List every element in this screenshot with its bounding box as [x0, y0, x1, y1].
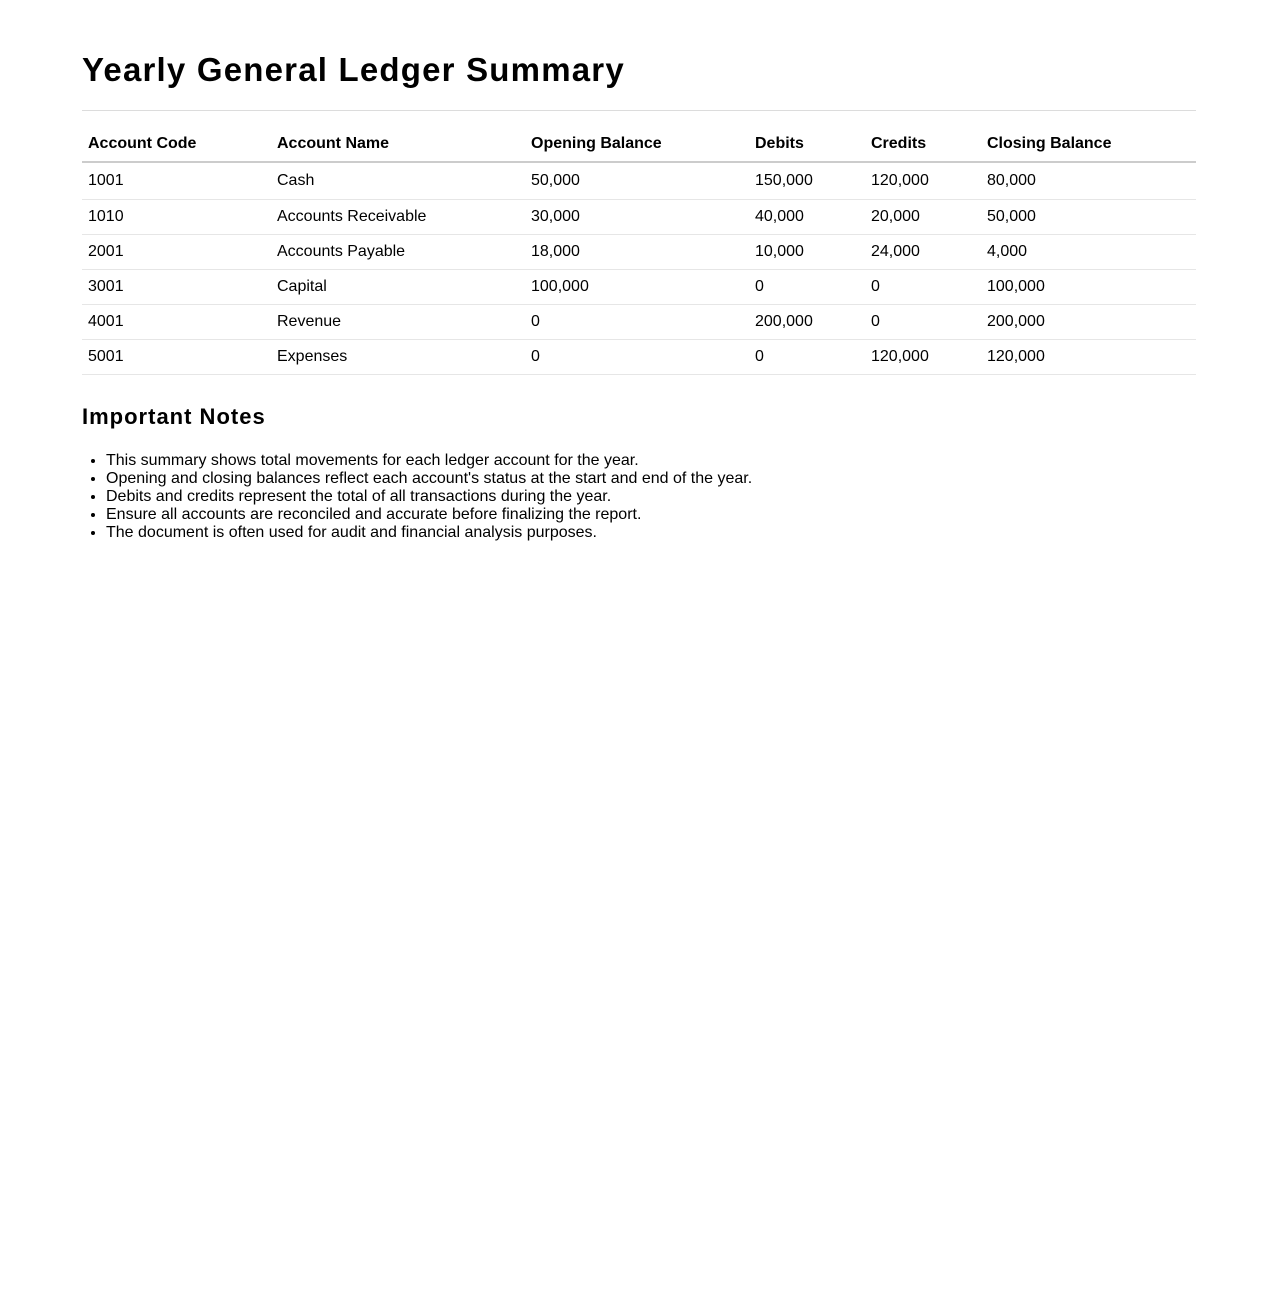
header-account-name: Account Name [271, 127, 525, 162]
cell-debits: 150,000 [749, 162, 865, 200]
title-divider [82, 110, 1196, 111]
table-row [82, 305, 1196, 340]
cell-debits: 0 [749, 270, 865, 305]
header-debits: Debits [749, 127, 865, 162]
cell-credits: 120,000 [865, 162, 981, 200]
cell-debits: 40,000 [749, 200, 865, 235]
page-title: Yearly General Ledger Summary [82, 51, 625, 88]
cell-opening-balance: 18,000 [525, 235, 749, 270]
document-page [0, 0, 1278, 542]
cell-closing-balance: 4,000 [981, 235, 1196, 270]
cell-credits: 0 [865, 270, 981, 305]
cell-closing-balance: 120,000 [981, 340, 1196, 375]
cell-debits: 10,000 [749, 235, 865, 270]
cell-opening-balance: 100,000 [525, 270, 749, 305]
note-item: • Opening and closing balances reflect each account's status at the start and end of the year. [106, 470, 1196, 488]
cell-account-name: Capital [271, 270, 525, 305]
note-item: • Debits and credits represent the total of all transactions during the year. [106, 488, 1196, 506]
notes-heading: Important Notes [82, 404, 266, 429]
cell-closing-balance: 80,000 [981, 162, 1196, 200]
table-row [82, 200, 1196, 235]
header-closing-balance: Closing Balance [981, 127, 1196, 162]
cell-account-code: 5001 [82, 340, 271, 375]
cell-opening-balance: 30,000 [525, 200, 749, 235]
cell-account-code: 3001 [82, 270, 271, 305]
cell-credits: 0 [865, 305, 981, 340]
cell-closing-balance: 200,000 [981, 305, 1196, 340]
cell-account-code: 1010 [82, 200, 271, 235]
cell-debits: 200,000 [749, 305, 865, 340]
header-account-code: Account Code [82, 127, 271, 162]
note-item: • Ensure all accounts are reconciled and accurate before finalizing the report. [106, 506, 1196, 524]
cell-opening-balance: 0 [525, 305, 749, 340]
cell-opening-balance: 0 [525, 340, 749, 375]
table-row [82, 270, 1196, 305]
header-opening-balance: Opening Balance [525, 127, 749, 162]
cell-account-name: Accounts Receivable [271, 200, 525, 235]
cell-opening-balance: 50,000 [525, 162, 749, 200]
cell-credits: 20,000 [865, 200, 981, 235]
table-row [82, 162, 1196, 200]
cell-account-name: Accounts Payable [271, 235, 525, 270]
note-item: • This summary shows total movements for each ledger account for the year. [106, 452, 1196, 470]
cell-account-code: 2001 [82, 235, 271, 270]
cell-closing-balance: 50,000 [981, 200, 1196, 235]
cell-account-name: Expenses [271, 340, 525, 375]
ledger-table [82, 127, 1196, 375]
note-item: • The document is often used for audit and financial analysis purposes. [106, 524, 1196, 542]
cell-account-code: 4001 [82, 305, 271, 340]
table-row [82, 340, 1196, 375]
table-header-row [82, 127, 1196, 162]
cell-debits: 0 [749, 340, 865, 375]
table-row [82, 235, 1196, 270]
cell-closing-balance: 100,000 [981, 270, 1196, 305]
cell-credits: 24,000 [865, 235, 981, 270]
header-credits: Credits [865, 127, 981, 162]
notes-list [82, 452, 1196, 542]
cell-credits: 120,000 [865, 340, 981, 375]
cell-account-name: Cash [271, 162, 525, 200]
cell-account-code: 1001 [82, 162, 271, 200]
cell-account-name: Revenue [271, 305, 525, 340]
